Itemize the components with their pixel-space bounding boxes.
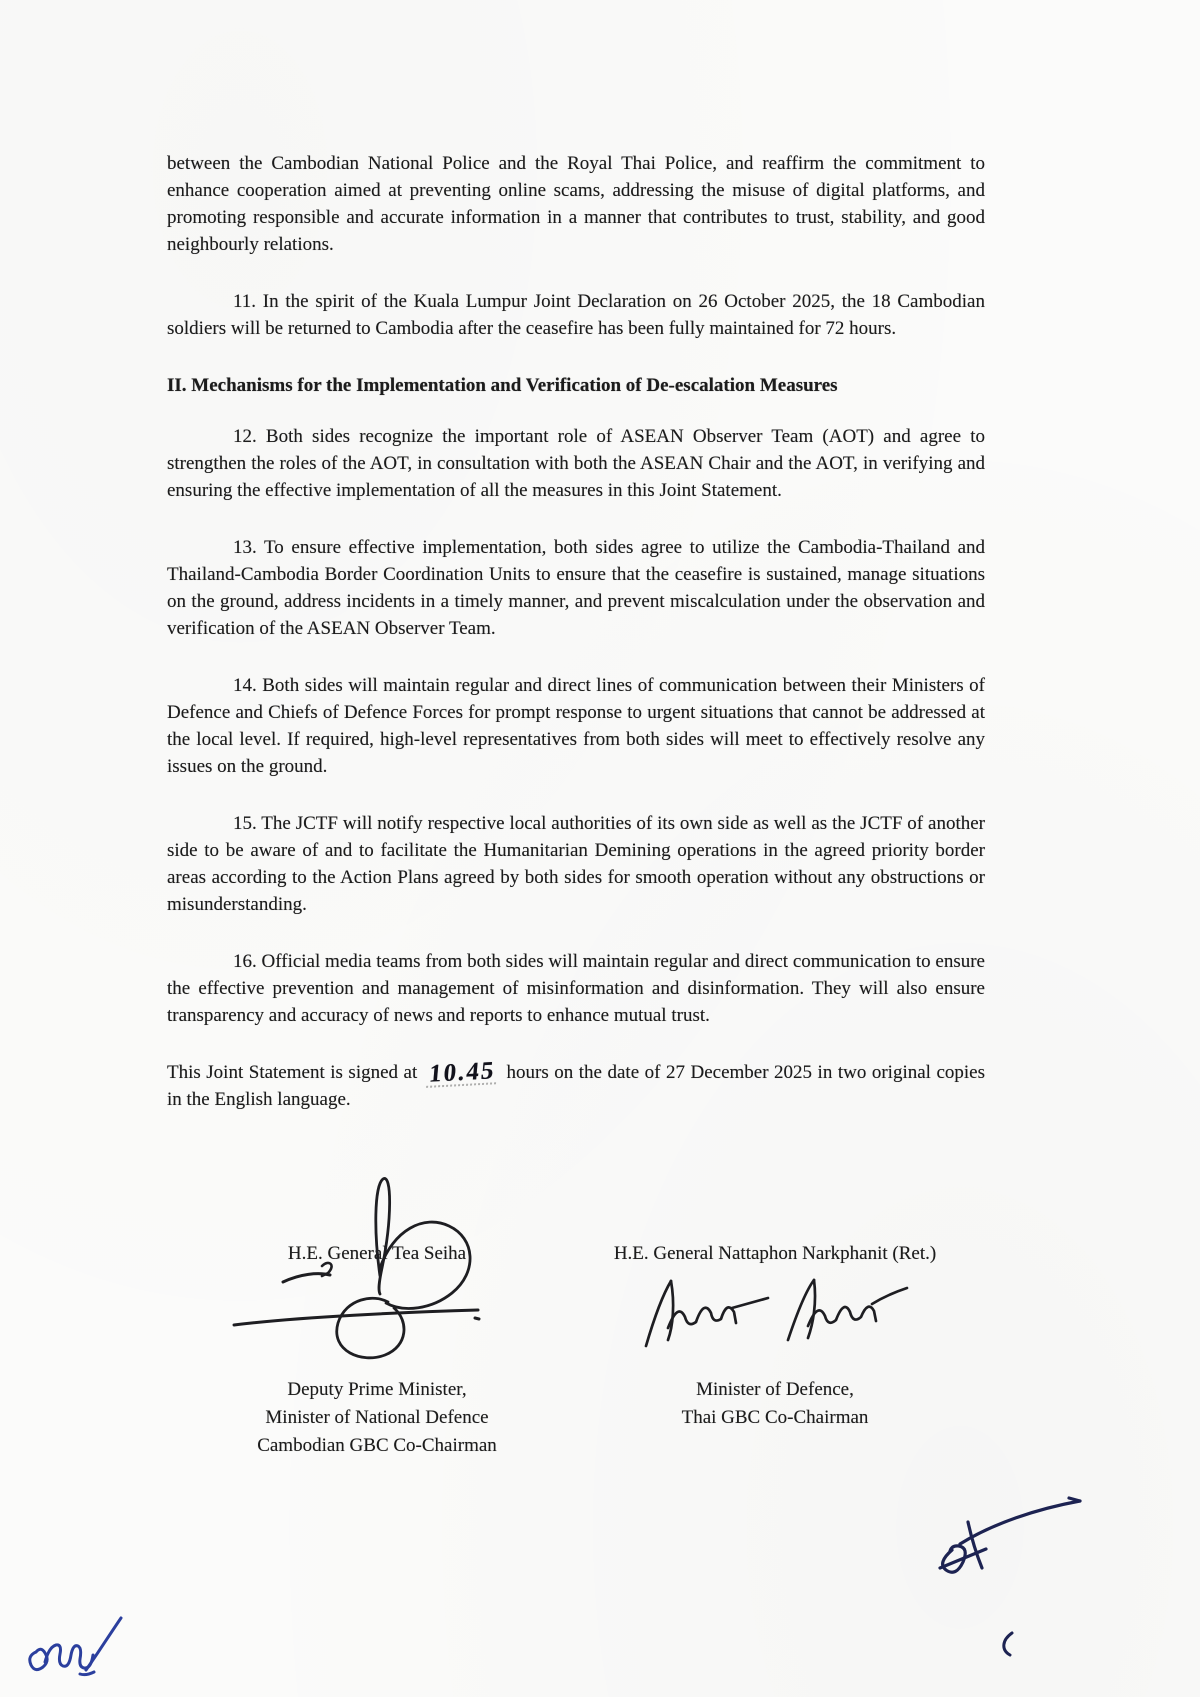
initial-bottom-left-ink xyxy=(22,1608,130,1688)
paragraph-13: 13. To ensure effective implementation, both sides agree to utilize the Cambodia-Thailand and Thailand-Cambodia Border Coordination Units to ensure that the ceasefire is sustained, manage situations on the ground, address incidents in a timely manner, and prevent miscalculation under the observation and verification of the ASEAN Observer Team. xyxy=(167,537,985,639)
signature-tea-seiha xyxy=(228,1172,488,1372)
signatory-title: Cambodian GBC Co-Chairman xyxy=(257,1435,497,1456)
signatory-name-right: H.E. General Nattaphon Narkphanit (Ret.) xyxy=(613,1243,937,1264)
closing-text-after: hours on the date of 27 December 2025 in two original copies in the English language. xyxy=(167,1062,985,1110)
flourish-bottom-right-ink xyxy=(910,1472,1088,1578)
closing-statement xyxy=(167,1059,985,1113)
ink-hook-mark xyxy=(996,1630,1018,1658)
document-body xyxy=(167,0,985,1113)
signatory-title: Thai GBC Co-Chairman xyxy=(681,1407,869,1428)
section-heading: II. Mechanisms for the Implementation and Verification of De-escalation Measures xyxy=(167,375,838,396)
closing-text-before: This Joint Statement is signed at xyxy=(167,1062,423,1083)
paragraph-11: 11. In the spirit of the Kuala Lumpur Joint Declaration on 26 October 2025, the 18 Cambodian soldiers will be returned to Cambodia after the ceasefire has been fully maintained for 72 hours. xyxy=(167,291,985,339)
signatory-title: Deputy Prime Minister, xyxy=(287,1379,467,1400)
paragraph-15: 15. The JCTF will notify respective local authorities of its own side as well as the JCTF of another side to be aware of and to facilitate the Humanitarian Demining operations in the agreed priority border areas according to the Action Plans agreed by both sides for smooth operation without any obstructions or misunderstanding. xyxy=(167,813,985,915)
paragraph-12: 12. Both sides recognize the important role of ASEAN Observer Team (AOT) and agree to strengthen the roles of the AOT, in consultation with both the ASEAN Chair and the AOT, in verifying and ensuring the effective implementation of all the measures in this Joint Statement. xyxy=(167,426,985,501)
signatory-title: Minister of National Defence xyxy=(265,1407,489,1428)
signatory-name-left: H.E. General Tea Seiha xyxy=(287,1243,467,1264)
signature-nattaphon-narkphanit xyxy=(640,1276,910,1350)
signatory-titles-right xyxy=(575,1376,975,1432)
paragraph-14: 14. Both sides will maintain regular and direct lines of communication between their Ministers of Defence and Chiefs of Defence Forces for prompt response to urgent situations that cannot be addressed at the local level. If required, high-level representatives from both sides will meet to effectively resolve any issues on the ground. xyxy=(167,675,985,777)
handwritten-time: 10.45 xyxy=(427,1057,497,1088)
paragraph-16: 16. Official media teams from both sides will maintain regular and direct communication to ensure the effective prevention and management of misinformation and disinformation. They will also ensure transparency and accuracy of news and reports to enhance mutual trust. xyxy=(167,951,985,1026)
signatory-titles-left xyxy=(167,1376,587,1460)
signatory-title: Minister of Defence, xyxy=(696,1379,854,1400)
paragraph-continuation: between the Cambodian National Police and the Royal Thai Police, and reaffirm the commitment to enhance cooperation aimed at preventing online scams, addressing the misuse of digital platforms, and promoting responsible and accurate information in a manner that contributes to trust, stability, and good neighbourly relations. xyxy=(167,153,985,255)
